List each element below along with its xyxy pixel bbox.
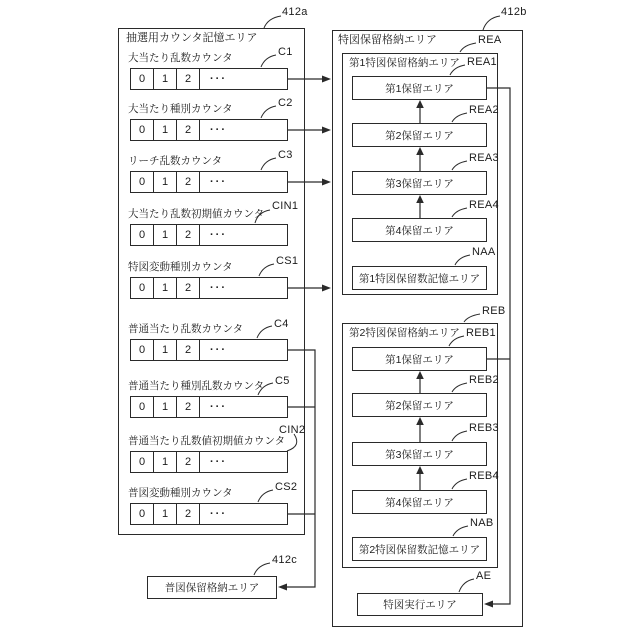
hold-area-reb1: 第1保留エリア [352,347,487,371]
cell-value: 0 [131,225,154,245]
counter-label-c3: リーチ乱数カウンタ [128,155,223,167]
counter-cells-cin2 [130,451,288,473]
cell-ellipsis: ··· [210,508,227,520]
normal-figure-hold-storage-area: 普図保留格納エリア [147,576,277,599]
ref-nab: NAB [470,517,494,529]
first-special-hold-group-title: 第1特図保留格納エリア [349,57,460,69]
second-special-hold-group-title: 第2特図保留格納エリア [349,327,460,339]
cell-value: 0 [131,504,154,524]
ref-reb3: REB3 [469,422,499,434]
special-figure-hold-storage-title: 特図保留格納エリア [338,34,437,46]
cell-value: 2 [177,397,200,417]
cell-value: 2 [177,120,200,140]
counter-cells-cs1 [130,277,288,299]
counter-label-c2: 大当たり種別カウンタ [128,103,233,115]
counter-cells-cs2 [130,503,288,525]
counter-cells-cin1 [130,224,288,246]
hold-count-area-nab: 第2特図保留数記憶エリア [352,537,487,561]
counter-cells-c3 [130,171,288,193]
ref-naa: NAA [472,246,496,258]
counter-label-cs1: 特図変動種別カウンタ [128,261,233,273]
ref-c2: C2 [278,97,293,109]
counter-cells-c5 [130,396,288,418]
counter-cells-c2 [130,119,288,141]
cell-ellipsis: ··· [210,176,227,188]
ref-reb1: REB1 [466,327,496,339]
counter-label-c5: 普通当たり種別乱数カウンタ [128,380,265,392]
counter-label-cs2: 普図変動種別カウンタ [128,487,233,499]
cell-value: 0 [131,452,154,472]
cell-value: 0 [131,69,154,89]
cell-value: 1 [154,225,177,245]
hold-area-reb4: 第4保留エリア [352,490,487,514]
counter-label-cin1: 大当たり乱数初期値カウンタ [128,208,265,220]
counter-label-c4: 普通当たり乱数カウンタ [128,323,244,335]
ref-rea2: REA2 [469,104,499,116]
ref-c4: C4 [274,318,289,330]
hold-area-reb2: 第2保留エリア [352,393,487,417]
cell-ellipsis: ··· [210,282,227,294]
ref-reb: REB [482,305,506,317]
cell-ellipsis: ··· [210,73,227,85]
ref-rea1: REA1 [467,56,497,68]
cell-value: 1 [154,397,177,417]
special-figure-execution-area: 特図実行エリア [357,593,483,616]
cell-value: 1 [154,452,177,472]
cell-ellipsis: ··· [210,456,227,468]
ref-rea3: REA3 [469,152,499,164]
counter-label-c1: 大当たり乱数カウンタ [128,52,233,64]
hold-area-rea4: 第4保留エリア [352,218,487,242]
cell-value: 1 [154,278,177,298]
cell-value: 0 [131,278,154,298]
hold-area-reb3: 第3保留エリア [352,442,487,466]
cell-value: 2 [177,69,200,89]
ref-c1: C1 [278,46,293,58]
ref-c3: C3 [278,149,293,161]
cell-ellipsis: ··· [210,344,227,356]
hold-count-area-naa: 第1特図保留数記憶エリア [352,266,487,290]
cell-value: 1 [154,172,177,192]
cell-value: 0 [131,120,154,140]
cell-value: 1 [154,504,177,524]
counter-cells-c1 [130,68,288,90]
cell-value: 2 [177,452,200,472]
cell-value: 1 [154,120,177,140]
counter-cells-c4 [130,339,288,361]
ref-c5: C5 [275,375,290,387]
ref-412c: 412c [272,554,298,566]
cell-value: 2 [177,225,200,245]
ref-cs2: CS2 [275,481,298,493]
cell-value: 0 [131,172,154,192]
ref-rea: REA [478,34,502,46]
cell-value: 2 [177,172,200,192]
ref-cin1: CIN1 [272,200,299,212]
ref-reb2: REB2 [469,374,499,386]
ref-ae: AE [476,570,492,582]
cell-ellipsis: ··· [210,229,227,241]
ref-cin2: CIN2 [279,424,306,436]
cell-value: 2 [177,340,200,360]
cell-ellipsis: ··· [210,401,227,413]
cell-value: 2 [177,278,200,298]
ref-412b: 412b [501,6,527,18]
ref-cs1: CS1 [276,255,299,267]
hold-area-rea1: 第1保留エリア [352,76,487,100]
cell-value: 0 [131,397,154,417]
hold-area-rea3: 第3保留エリア [352,171,487,195]
cell-value: 1 [154,69,177,89]
counter-storage-area-title: 抽選用カウンタ記憶エリア [126,32,258,44]
ref-rea4: REA4 [469,199,499,211]
cell-value: 0 [131,340,154,360]
cell-ellipsis: ··· [210,124,227,136]
ref-412a: 412a [282,6,308,18]
hold-area-rea2: 第2保留エリア [352,123,487,147]
cell-value: 1 [154,340,177,360]
ref-reb4: REB4 [469,470,499,482]
counter-label-cin2: 普通当たり乱数値初期値カウンタ [128,435,286,447]
cell-value: 2 [177,504,200,524]
